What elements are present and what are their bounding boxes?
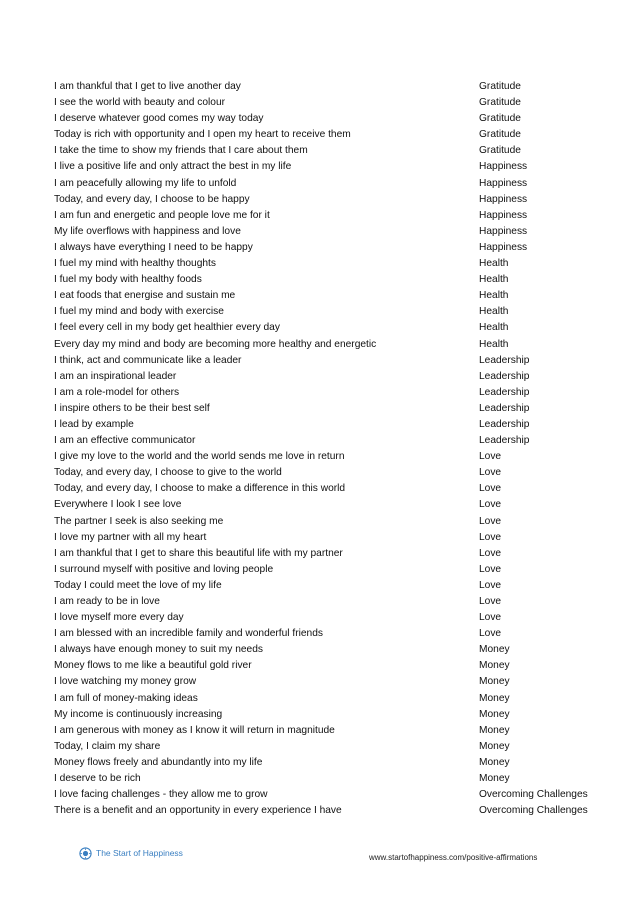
category-text: Gratitude (479, 81, 521, 92)
category-text: Money (479, 740, 510, 752)
category-text: Health (479, 338, 509, 350)
category-text: Health (479, 322, 509, 334)
table-row (54, 658, 614, 674)
table-row (54, 208, 614, 224)
table-row (54, 353, 614, 369)
category-text: Money (479, 660, 510, 672)
table-row (54, 176, 614, 192)
affirmation-text: I love myself more every day (54, 612, 184, 624)
category-text: Happiness (479, 209, 528, 221)
affirmation-text: I fuel my mind and body with exercise (54, 306, 224, 318)
table-row (54, 417, 614, 433)
table-row (54, 481, 614, 497)
table-row (54, 304, 614, 320)
affirmation-text: I live a positive life and only attract the best in my life (54, 161, 292, 173)
category-text: Love (479, 563, 502, 575)
affirmation-text: I surround myself with positive and loving people (54, 563, 274, 575)
category-text: Leadership (479, 354, 530, 366)
affirmation-text: I fuel my mind with healthy thoughts (54, 258, 216, 270)
category-text: Leadership (479, 370, 530, 382)
category-text: Love (479, 547, 502, 559)
table-row (54, 272, 614, 288)
table-row (54, 674, 614, 690)
affirmation-text: I always have everything I need to be happy (54, 241, 253, 253)
category-text: Gratitude (479, 113, 521, 125)
affirmation-text: Today, and every day, I choose to make a difference in this world (54, 483, 346, 495)
category-text: Money (479, 756, 510, 768)
affirmation-text: Today is rich with opportunity and I open my heart to receive them (54, 129, 351, 141)
category-text: Love (479, 515, 502, 527)
table-row (54, 739, 614, 755)
affirmation-text: I am an inspirational leader (54, 370, 177, 382)
table-row (54, 320, 614, 336)
affirmation-text: Money flows to me like a beautiful gold river (54, 660, 252, 672)
category-text: Happiness (479, 225, 528, 237)
affirmation-text: My income is continuously increasing (54, 708, 223, 720)
category-text: Love (479, 467, 502, 479)
table-row (54, 803, 614, 819)
affirmation-text: Every day my mind and body are becoming more healthy and energetic (54, 338, 377, 350)
category-text: Leadership (479, 402, 530, 414)
table-row (54, 723, 614, 739)
table-row (54, 610, 614, 626)
category-text: Leadership (479, 386, 530, 398)
table-row (54, 771, 614, 787)
category-text: Love (479, 579, 502, 591)
category-text: Love (479, 499, 502, 511)
affirmation-text: I love my partner with all my heart (54, 531, 207, 543)
table-row (54, 127, 614, 143)
table-row (54, 369, 614, 385)
table-row (54, 514, 614, 530)
table-row (54, 240, 614, 256)
category-text: Money (479, 773, 510, 785)
affirmation-text: I am an effective communicator (54, 435, 196, 447)
affirmation-text: I am full of money-making ideas (54, 692, 198, 704)
affirmation-text: There is a benefit and an opportunity in every experience I have (54, 805, 342, 817)
affirmation-text: My life overflows with happiness and love (54, 225, 241, 237)
affirmation-text: I love watching my money grow (54, 676, 197, 688)
affirmation-text: I am peacefully allowing my life to unfold (54, 177, 237, 189)
affirmation-text: Everywhere I look I see love (54, 499, 182, 511)
category-text: Happiness (479, 177, 528, 189)
table-row (54, 642, 614, 658)
table-row (54, 256, 614, 272)
category-text: Love (479, 628, 502, 640)
category-text: Health (479, 258, 509, 270)
affirmation-text: Today, I claim my share (54, 740, 161, 752)
affirmation-text: I am ready to be in love (54, 596, 160, 607)
table-row (54, 707, 614, 723)
affirmation-text: I always have enough money to suit my needs (54, 644, 263, 656)
category-text: Gratitude (479, 129, 521, 141)
category-text: Money (479, 676, 510, 688)
table-row (54, 449, 614, 465)
category-text: Love (479, 612, 502, 624)
affirmation-text: I am thankful that I get to live another day (54, 81, 241, 92)
category-text: Money (479, 724, 510, 736)
category-text: Happiness (479, 161, 528, 173)
footer-url[interactable]: www.startofhappiness.com/positive-affirmations (369, 853, 538, 862)
category-text: Health (479, 274, 509, 286)
table-row (54, 546, 614, 562)
affirmation-text: Today I could meet the love of my life (54, 579, 222, 591)
table-row (54, 578, 614, 594)
affirmation-text: I fuel my body with healthy foods (54, 274, 202, 286)
logo-text: The Start of Happiness (96, 848, 183, 858)
category-text: Money (479, 692, 510, 704)
category-text: Gratitude (479, 145, 521, 157)
affirmation-text: I deserve to be rich (54, 773, 141, 785)
table-row (54, 562, 614, 578)
affirmation-text: I inspire others to be their best self (54, 402, 210, 414)
table-row (54, 465, 614, 481)
affirmation-text: I am thankful that I get to share this beautiful life with my partner (54, 547, 343, 559)
category-text: Happiness (479, 193, 528, 205)
table-row (54, 337, 614, 353)
table-row (54, 401, 614, 417)
affirmation-text: Today, and every day, I choose to be happy (54, 193, 250, 205)
category-text: Love (479, 531, 502, 543)
category-text: Health (479, 306, 509, 318)
table-row (54, 530, 614, 546)
affirmation-text: I eat foods that energise and sustain me (54, 290, 236, 302)
category-text: Gratitude (479, 97, 521, 109)
affirmation-text: I am blessed with an incredible family and wonderful friends (54, 628, 323, 640)
table-row (54, 497, 614, 513)
sun-logo-icon (79, 847, 92, 860)
affirmation-text: I think, act and communicate like a leader (54, 354, 242, 366)
table-row (54, 143, 614, 159)
table-row (54, 224, 614, 240)
category-text: Love (479, 483, 502, 495)
footer-logo (79, 846, 183, 860)
table-row (54, 787, 614, 803)
table-row (54, 159, 614, 175)
affirmation-text: Today, and every day, I choose to give to the world (54, 467, 282, 479)
table-row (54, 433, 614, 449)
affirmation-text: I take the time to show my friends that I care about them (54, 145, 308, 157)
category-text: Health (479, 290, 509, 302)
affirmation-text: I give my love to the world and the world sends me love in return (54, 451, 345, 463)
table-row (54, 288, 614, 304)
affirmation-text: Money flows freely and abundantly into my life (54, 756, 263, 768)
affirmation-text: The partner I seek is also seeking me (54, 515, 224, 527)
table-row (54, 79, 614, 95)
affirmation-text: I am generous with money as I know it will return in magnitude (54, 724, 335, 736)
category-text: Overcoming Challenges (479, 789, 588, 801)
table-row (54, 95, 614, 111)
category-text: Leadership (479, 435, 530, 447)
affirmation-text: I see the world with beauty and colour (54, 97, 226, 109)
table-row (54, 385, 614, 401)
affirmation-text: I feel every cell in my body get healthier every day (54, 322, 280, 334)
table-row (54, 755, 614, 771)
affirmation-text: I am a role-model for others (54, 386, 180, 398)
table-row (54, 192, 614, 208)
affirmation-text: I lead by example (54, 418, 134, 430)
table-row (54, 691, 614, 707)
category-text: Happiness (479, 241, 528, 253)
affirmation-text: I love facing challenges - they allow me to grow (54, 789, 268, 801)
category-text: Love (479, 451, 502, 463)
category-text: Overcoming Challenges (479, 805, 588, 817)
category-text: Love (479, 596, 502, 607)
affirmations-table (54, 79, 614, 819)
table-row (54, 111, 614, 127)
table-row (54, 626, 614, 642)
category-text: Money (479, 644, 510, 656)
table-row (54, 594, 614, 610)
category-text: Leadership (479, 418, 530, 430)
category-text: Money (479, 708, 510, 720)
affirmation-text: I deserve whatever good comes my way today (54, 113, 264, 125)
affirmation-text: I am fun and energetic and people love me for it (54, 209, 270, 221)
